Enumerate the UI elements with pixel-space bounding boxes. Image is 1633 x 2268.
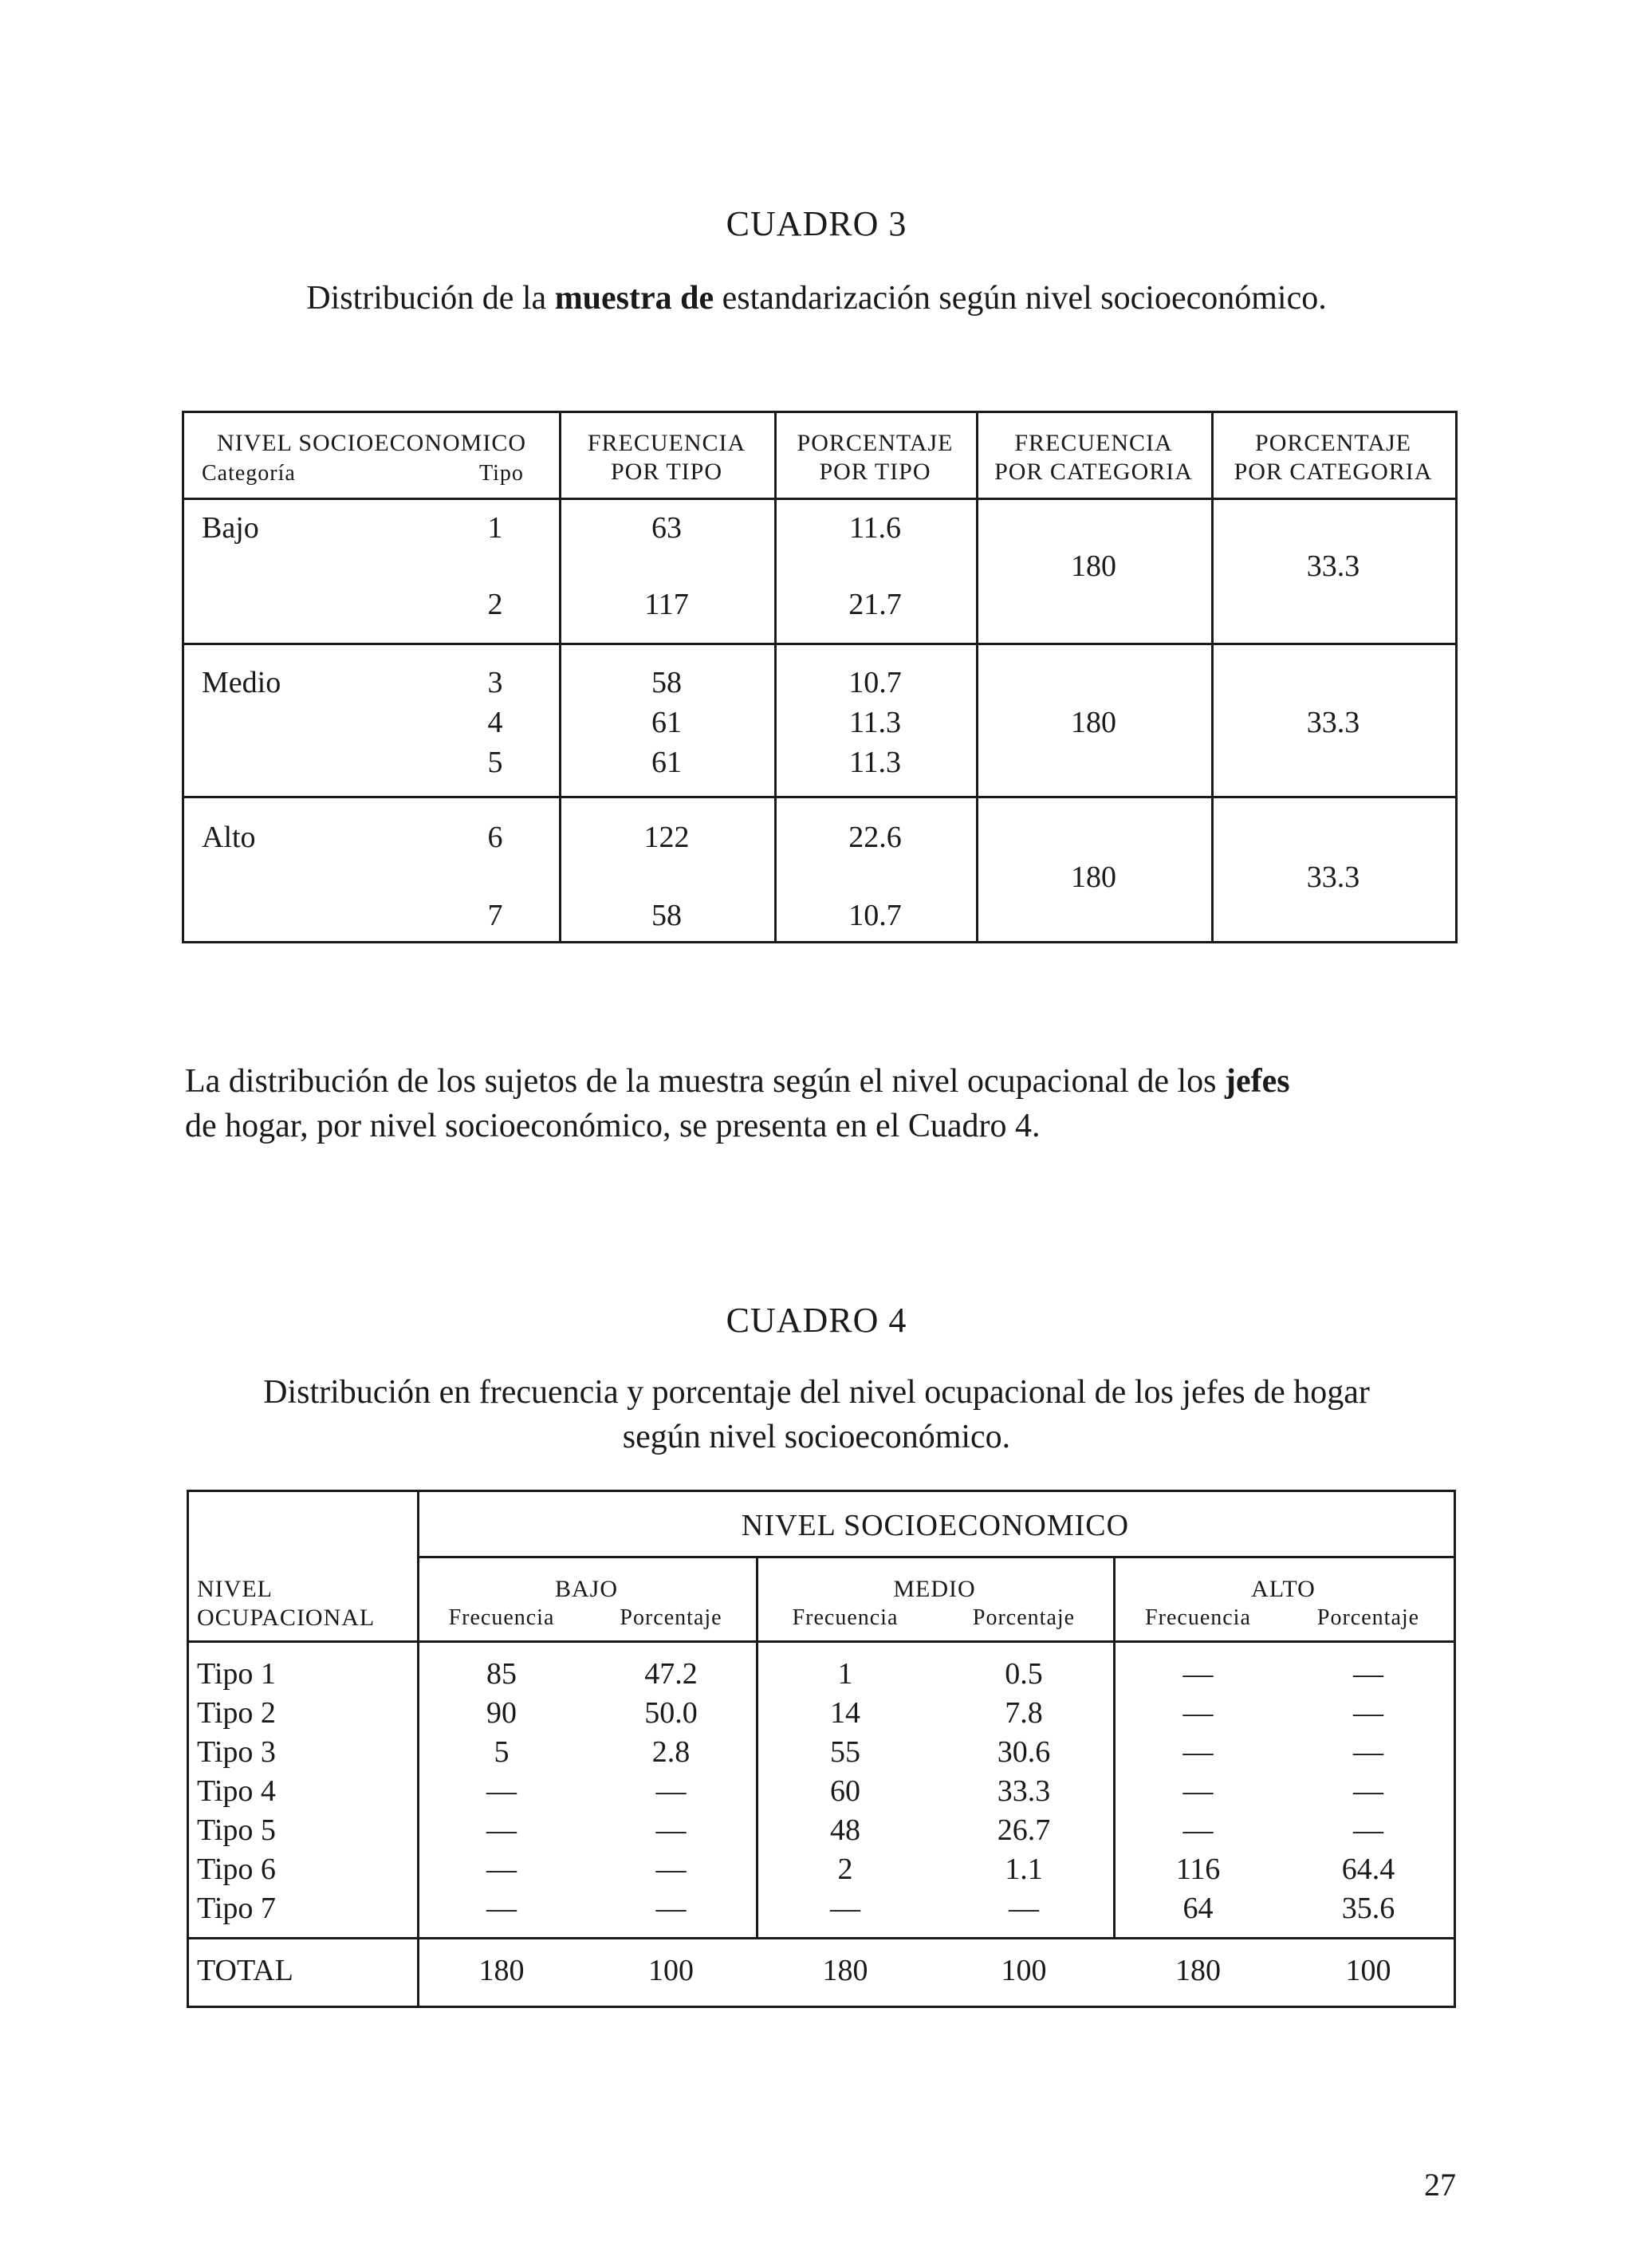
c4-cell-alto-p: — <box>1353 1774 1383 1808</box>
cuadro4-title-line2: según nivel socioeconómico. <box>622 1419 1011 1455</box>
paragraph-text-bold: jefes <box>1225 1063 1290 1100</box>
c4-cell-medio-f: 48 <box>830 1813 860 1847</box>
c3-tipo: 2 <box>487 588 503 621</box>
c4-cell-alto-p: — <box>1353 1696 1383 1730</box>
cuadro3-title-bold: muestra de <box>554 280 714 317</box>
c3-porcentaje: 21.7 <box>848 588 902 621</box>
c4-total-alto-p: 100 <box>1345 1954 1391 1987</box>
c4-row-label: Tipo 1 <box>197 1657 276 1691</box>
c3-porcentaje: 11.6 <box>848 511 902 545</box>
c3-header-frec-tipo-1: FRECUENCIA <box>587 430 746 456</box>
c3-frecuencia: 61 <box>651 746 682 779</box>
c4-header-frecuencia: Frecuencia <box>792 1605 899 1630</box>
c3-porc-cat-bajo: 33.3 <box>1306 549 1360 583</box>
c3-header-frec-cat-1: FRECUENCIA <box>1014 430 1173 456</box>
cuadro3-table <box>182 411 1458 943</box>
c4-cell-medio-p: 33.3 <box>997 1774 1051 1808</box>
c4-total-medio-f: 180 <box>822 1954 868 1987</box>
c4-header-nivel-socio: NIVEL SOCIOECONOMICO <box>741 1509 1130 1542</box>
c4-header-frecuencia: Frecuencia <box>448 1605 555 1630</box>
c3-frecuencia: 58 <box>651 899 682 932</box>
c4-row-label: Tipo 7 <box>197 1892 276 1925</box>
c4-row-label: Tipo 5 <box>197 1813 276 1847</box>
c4-cell-alto-p: 64.4 <box>1341 1853 1395 1886</box>
c4-cell-bajo-f: — <box>486 1892 517 1925</box>
c4-header-porcentaje: Porcentaje <box>972 1605 1076 1630</box>
c3-header-frec-cat-2: POR CATEGORIA <box>994 459 1193 485</box>
c4-cell-alto-f: — <box>1182 1657 1214 1691</box>
c4-header-bajo: BAJO <box>554 1576 618 1602</box>
c4-cell-bajo-f: — <box>486 1813 517 1847</box>
cuadro4-title-line1: Distribución en frecuencia y porcentaje del nivel ocupacional de los jefes de hogar <box>263 1374 1370 1411</box>
c3-tipo: 5 <box>487 746 503 779</box>
c3-tipo: 6 <box>487 821 503 854</box>
paragraph-text-pre: La distribución de los sujetos de la muestra según el nivel ocupacional de los <box>185 1063 1226 1100</box>
c3-frecuencia: 117 <box>644 588 689 621</box>
c4-cell-medio-p: — <box>1009 1892 1039 1925</box>
cuadro3-title <box>0 279 1633 317</box>
c4-cell-bajo-f: 5 <box>494 1735 510 1769</box>
c4-row-label: Tipo 4 <box>197 1774 276 1808</box>
c4-total-bajo-p: 100 <box>648 1954 694 1987</box>
c4-header-medio: MEDIO <box>893 1576 976 1602</box>
c4-cell-alto-f: — <box>1182 1774 1214 1808</box>
c3-header-categoria: Categoría <box>202 461 296 486</box>
c4-cell-medio-p: 26.7 <box>997 1813 1051 1847</box>
c4-cell-alto-f: — <box>1182 1735 1214 1769</box>
body-paragraph-line2: de hogar, por nivel socioeconómico, se presenta en el Cuadro 4. <box>185 1108 1041 1144</box>
c4-cell-alto-p: — <box>1353 1813 1383 1847</box>
c4-header-porcentaje: Porcentaje <box>1316 1605 1420 1630</box>
c4-row-label: Tipo 6 <box>197 1853 276 1886</box>
c4-total-label: TOTAL <box>197 1954 293 1987</box>
c3-frec-cat-bajo: 180 <box>1071 549 1116 583</box>
c4-cell-bajo-p: — <box>655 1853 687 1886</box>
c4-cell-alto-p: — <box>1353 1657 1383 1691</box>
c4-cell-alto-f: — <box>1182 1813 1214 1847</box>
c4-cell-medio-p: 7.8 <box>1005 1696 1043 1730</box>
c4-cell-alto-f: — <box>1182 1696 1214 1730</box>
c3-header-porc-cat-2: POR CATEGORIA <box>1234 459 1433 485</box>
c4-cell-alto-f: 64 <box>1182 1892 1214 1925</box>
c4-cell-bajo-p: 50.0 <box>644 1696 698 1730</box>
c4-cell-bajo-p: — <box>655 1813 687 1847</box>
c3-header-tipo: Tipo <box>479 461 524 486</box>
c4-cell-bajo-f: — <box>486 1853 517 1886</box>
c4-cell-bajo-p: — <box>655 1892 687 1925</box>
cuadro3-title-pre: Distribución de la <box>306 280 555 317</box>
c4-cell-alto-p: — <box>1353 1735 1383 1769</box>
c3-header-frec-tipo-2: POR TIPO <box>611 459 722 485</box>
c3-tipo: 3 <box>487 666 503 699</box>
c4-header-porcentaje: Porcentaje <box>620 1605 722 1630</box>
c4-header-alto: ALTO <box>1251 1576 1316 1602</box>
c3-frec-cat-alto: 180 <box>1071 860 1116 894</box>
cuadro4-title <box>0 1370 1633 1459</box>
c4-cell-medio-f: 55 <box>830 1735 860 1769</box>
c3-porc-cat-medio: 33.3 <box>1306 706 1360 739</box>
c3-frecuencia: 63 <box>651 511 682 545</box>
c4-cell-medio-f: — <box>830 1892 860 1925</box>
c3-tipo: 7 <box>487 899 503 932</box>
c3-frecuencia: 58 <box>651 666 682 699</box>
c3-porcentaje: 11.3 <box>848 706 902 739</box>
c4-cell-medio-f: 14 <box>830 1696 860 1730</box>
c4-total-alto-f: 180 <box>1175 1954 1221 1987</box>
c4-cell-bajo-p: 47.2 <box>644 1657 698 1691</box>
c4-cell-medio-f: 2 <box>837 1853 853 1886</box>
c3-porcentaje: 10.7 <box>848 899 902 932</box>
c3-porcentaje: 11.3 <box>848 746 902 779</box>
c4-header-frecuencia: Frecuencia <box>1145 1605 1251 1630</box>
c4-total-bajo-f: 180 <box>478 1954 525 1987</box>
c3-header-porc-tipo-1: PORCENTAJE <box>797 430 954 456</box>
body-paragraph <box>185 1059 1461 1148</box>
body-paragraph-line1 <box>185 1059 1461 1104</box>
c4-cell-bajo-f: 85 <box>486 1657 517 1691</box>
c4-header-nivel-ocup-2: OCUPACIONAL <box>197 1605 376 1631</box>
c3-categoria-bajo: Bajo <box>202 511 259 545</box>
c3-header-porc-cat-1: PORCENTAJE <box>1255 430 1411 456</box>
c3-porcentaje: 10.7 <box>848 666 902 699</box>
c4-cell-medio-p: 30.6 <box>997 1735 1051 1769</box>
c4-row-label: Tipo 2 <box>197 1696 276 1730</box>
cuadro3-caption: CUADRO 3 <box>726 204 907 243</box>
c4-cell-bajo-p: — <box>655 1774 687 1808</box>
c3-porc-cat-alto: 33.3 <box>1306 860 1360 894</box>
page-number: 27 <box>1424 2167 1456 2203</box>
c4-cell-alto-p: 35.6 <box>1341 1892 1395 1925</box>
cuadro3-title-post: estandarización según nivel socioeconómico. <box>714 280 1327 317</box>
c4-cell-alto-f: 116 <box>1175 1853 1221 1886</box>
c3-frecuencia: 61 <box>651 706 682 739</box>
c3-tipo: 4 <box>487 706 503 739</box>
c4-total-medio-p: 100 <box>1001 1954 1047 1987</box>
c3-frec-cat-medio: 180 <box>1071 706 1116 739</box>
c4-cell-medio-f: 60 <box>830 1774 860 1808</box>
c3-header-nivel: NIVEL SOCIOECONOMICO <box>216 430 527 456</box>
c4-header-nivel-ocup-1: NIVEL <box>197 1576 273 1602</box>
cuadro4-caption: CUADRO 4 <box>726 1301 907 1340</box>
c4-cell-medio-p: 0.5 <box>1005 1657 1043 1691</box>
c4-row-label: Tipo 3 <box>197 1735 276 1769</box>
c3-frecuencia: 122 <box>643 821 690 854</box>
c3-tipo: 1 <box>487 511 503 545</box>
c3-header-porc-tipo-2: POR TIPO <box>819 459 931 485</box>
c4-cell-bajo-f: — <box>486 1774 517 1808</box>
c4-cell-bajo-f: 90 <box>486 1696 517 1730</box>
c4-cell-medio-p: 1.1 <box>1005 1853 1043 1886</box>
c4-cell-medio-f: 1 <box>837 1657 853 1691</box>
c4-cell-bajo-p: 2.8 <box>651 1735 691 1769</box>
c3-categoria-medio: Medio <box>202 666 281 699</box>
cuadro4-table <box>187 1490 1456 2008</box>
c3-categoria-alto: Alto <box>202 821 256 854</box>
c3-porcentaje: 22.6 <box>848 821 902 854</box>
